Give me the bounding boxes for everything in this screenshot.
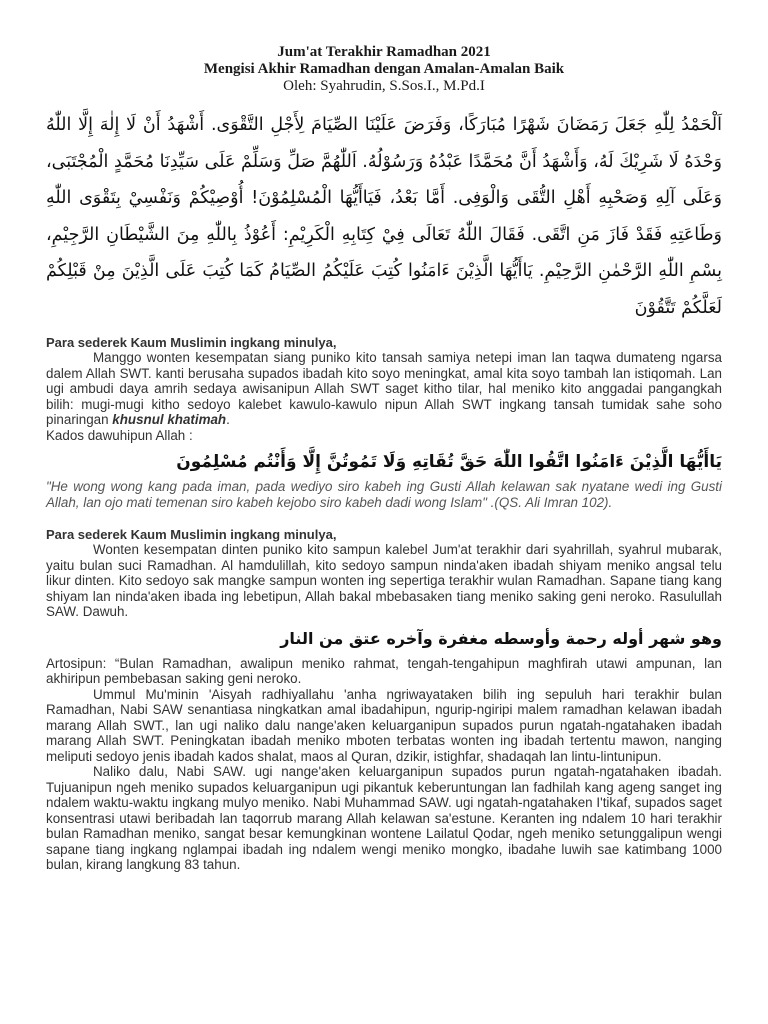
section-2-paragraph-2: Ummul Mu'minin 'Aisyah radhiyallahu 'anha ngriwayataken bilih ing sepuluh hari terakhir bulan Ramadhan, Nabi SAW senantiasa ningkatkan amal ibadahipun, ngurip-ngiripi malem ramadhan kelawan ibadah marang Allah SWT., lan ugi naliko dalu nange'aken keluarganipun supados purun ngatah-ngatahaken ibadah marang Allah SWT. Peningkatan ibadah meniko mboten terbatas wonten ing ibadah tertentu mawon, nanging meliputi sedoyo jenis ibadah kados shalat, maos al Quran, dzikir, istighfar, shadaqah lan lintu-lintunipun.	[46, 686, 722, 764]
section-1-paragraph-text: Manggo wonten kesempatan siang puniko kito tansah samiya netepi iman lan taqwa dumateng ngarsa dalem Allah SWT. kanti berusaha supados ibadah kito soyo meningkat, amal kita soyo tambah lan istiqomah. Lan ugi ambudi daya amrih sedaya awisanipun Allah SWT saget kitho tilar, hal meniko kito anggadai pangangkah bilih: mugi-mugi kitho sedoyo kalebet kawulo-kawulo nipun Allah SWT ingkang tansah tumidak sahe soho pinaringan	[46, 350, 722, 427]
document-subtitle: Mengisi Akhir Ramadhan dengan Amalan-Amalan Baik	[203, 61, 565, 77]
section-1-paragraph	[46, 350, 722, 428]
ayat-intro: Kados dawuhipun Allah :	[46, 427, 193, 443]
section-1-heading: Para sederek Kaum Muslimin ingkang minulya,	[46, 335, 337, 350]
section-1-paragraph-end: .	[226, 412, 230, 427]
quran-verse-arabic: يَاأَيُّهَا الَّذِيْنَ ءَامَنُوا اتَّقُوا اللّٰهَ حَقَّ تُقَاتِهِ وَلَا تَمُوتُنَّ إِلَّا وَأَنْتُم مُسْلِمُونَ	[176, 452, 722, 472]
khusnul-khatimah-emphasis: khusnul khatimah	[112, 412, 227, 427]
document-title: Jum'at Terakhir Ramadhan 2021	[277, 44, 491, 60]
section-2-paragraph-1: Wonten kesempatan dinten puniko kito sampun kalebel Jum'at terakhir dari syahrillah, syahrul mubarak, yaitu bulan suci Ramadhan. Al hamdulillah, kito sedoyo sampun ninda'aken ibadah shiyam meniko angsal telu likur dinten. Kito sedoyo sak mangke sampun wonten ing sepertiga terakhir wulan Ramadhan. Sapane tiang kang shiyam lan ninda'aken ibada ing lebetipun, Allah bakal mbebasaken tiang meniko saking geni neroko. Rasulullah SAW. Dawuh.	[46, 542, 722, 619]
document-header	[46, 0, 722, 95]
verse-translation: "He wong wong kang pada iman, pada wediyo siro kabeh ing Gusti Allah kelawan sak nyatane wedi ing Gusti Allah, lan ojo mati temenan siro kabeh kejobo siro kabeh dadi wong Islam" .(QS. Ali Imran 102).	[46, 479, 722, 510]
section-2-paragraph-3: Naliko dalu, Nabi SAW. ugi nange'aken keluarganipun supados purun ngatah-ngatahaken ibadah. Tujuanipun ngeh meniko supados keluarganipun ugi pikantuk keberuntungan lan fadhilah kang ageng sanget ing ndalem waktu-waktu ingkang mulyo meniko. Nabi Muhammad SAW. ugi ngatah-ngatahaken I'tikaf, supados saget konsentrasi utawi beribadah lan taqorrub marang Allah kelawan sa'estune. Keranten ing ndalem 10 hari terakhir bulan Ramadhan meniko, sangat besar kemungkinan wontene Lailatul Qodar, ngeh meniko setunggalipun wengi sapane tiang ingkang nglampai ibadah ing ndalem wengi meniko mongko, ibadahe luwih sae katimbang 1000 bulan, kirang langkung 83 tahun.	[46, 764, 722, 872]
document-author: Oleh: Syahrudin, S.Sos.I., M.Pd.I	[283, 78, 485, 94]
khutbah-opening-arabic: اَلْحَمْدُ لِلّٰهِ جَعَلَ رَمَضَانَ شَهْرًا مُبَارَكًا، وَفَرَضَ عَلَيْنَا الصِّيَامَ لِأَجْلِ التَّقْوَى. أَشْهَدُ أَنْ لَا إِلٰهَ إِلَّا اللّٰهُ وَحْدَهُ لَا شَرِيْكَ لَهُ، وَأَشْهَدُ أَنَّ مُحَمَّدًا عَبْدُهُ وَرَسُوْلُهُ. اَللّٰهُمَّ صَلِّ وَسَلِّمْ عَلَى سَيِّدِنَا مُحَمَّدٍ الْمُجْتَبَى، وَعَلَى آلِهِ وَصَحْبِهِ أَهْلِ التُّقَى وَالْوَفِى. أَمَّا بَعْدُ، فَيَاأَيُّهَا الْمُسْلِمُوْنَ! أُوْصِيْكُمْ وَنَفْسِيْ بِتَقْوَى اللّٰهِ وَطَاعَتِهِ فَقَدْ فَازَ مَنِ اتَّقَى. فَقَالَ اللّٰهُ تَعَالَى فِيْ كِتَابِهِ الْكَرِيْمِ: أَعُوْذُ بِاللّٰهِ مِنَ الشَّيْطَانِ الرَّجِيْمِ، بِسْمِ اللّٰهِ الرَّحْمٰنِ الرَّحِيْمِ. يَاأَيُّهَا الَّذِيْنَ ءَامَنُوا كُتِبَ عَلَيْكُمُ الصِّيَامُ كَمَا كُتِبَ عَلَى الَّذِيْنَ مِنْ قَبْلِكُمْ لَعَلَّكُمْ تَتَّقُوْنَ	[46, 115, 722, 318]
hadith-translation: Artosipun: “Bulan Ramadhan, awalipun meniko rahmat, tengah-tengahipun maghfirah utawi ampunan, lan akhiripun pembebasan saking geni neroko.	[46, 655, 722, 686]
hadith-arabic: وهو شهر أوله رحمة وأوسطه مغفرة وآخره عتق من النار	[280, 628, 722, 648]
section-2-heading: Para sederek Kaum Muslimin ingkang minulya,	[46, 527, 337, 542]
